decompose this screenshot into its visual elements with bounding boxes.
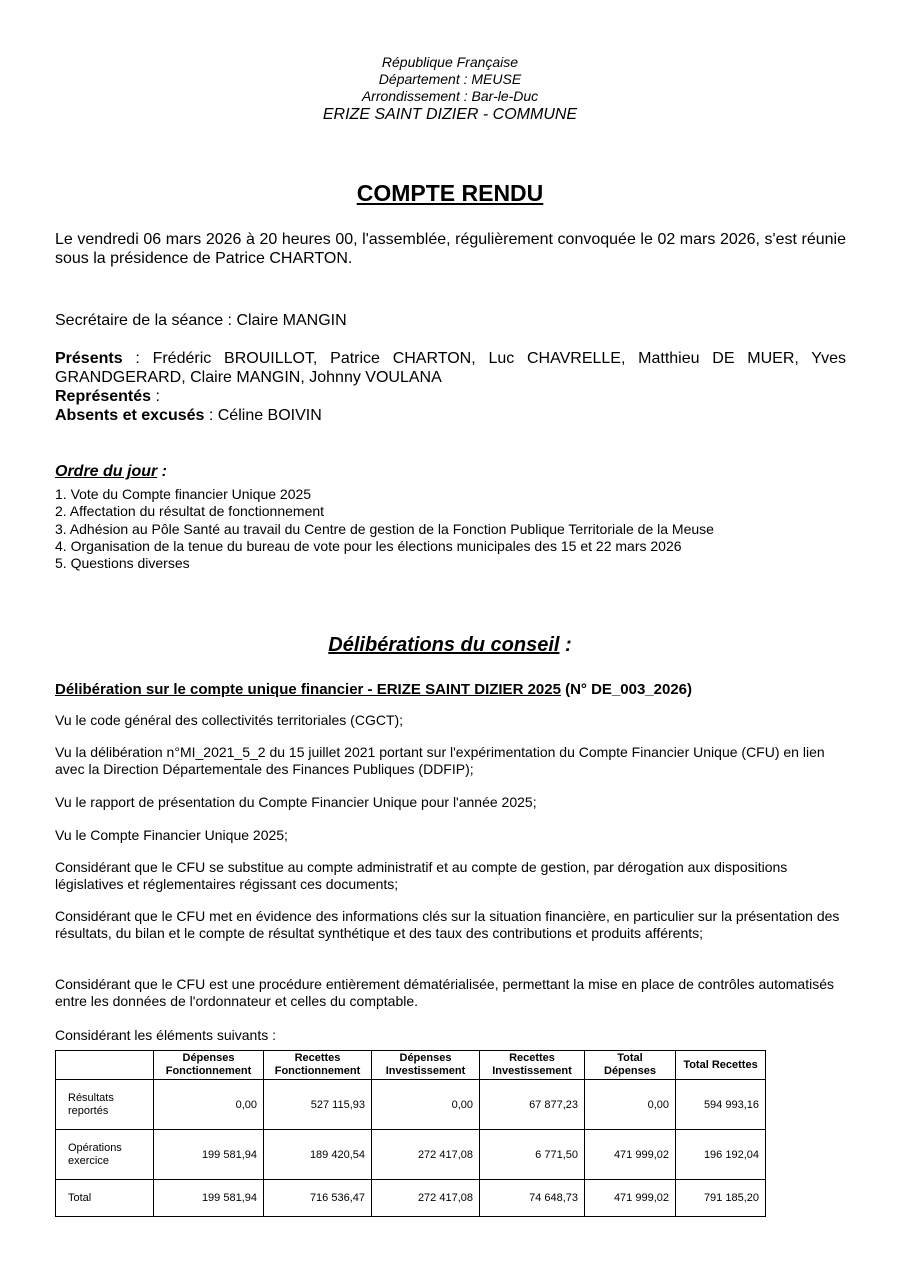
deliberation-heading bbox=[55, 680, 846, 700]
table-cell: 74 648,73 bbox=[480, 1180, 585, 1217]
table-header-cell: Dépenses Investissement bbox=[372, 1051, 480, 1080]
presents-line: Présents : Frédéric BROUILLOT, Patrice CHARTON, Luc CHAVRELLE, Matthieu DE MUER, Yves GRANDGERARD, Claire MANGIN, Johnny VOULANA bbox=[55, 350, 846, 386]
table-cell: 471 999,02 bbox=[585, 1180, 676, 1217]
ordre-du-jour-title-text: Ordre du jour bbox=[55, 463, 158, 480]
table-header-row bbox=[56, 1051, 766, 1080]
attendance-block bbox=[55, 349, 846, 425]
table-row bbox=[56, 1130, 766, 1180]
table-cell: 527 115,93 bbox=[264, 1080, 372, 1130]
page-title: COMPTE RENDU bbox=[356, 180, 544, 206]
list-item: 1. Vote du Compte financier Unique 2025 bbox=[55, 486, 312, 502]
table-cell: 471 999,02 bbox=[585, 1130, 676, 1180]
table-row-label: Total bbox=[56, 1180, 154, 1217]
table-cell: 0,00 bbox=[585, 1080, 676, 1130]
paragraph: Vu la délibération n°MI_2021_5_2 du 15 juillet 2021 portant sur l'expérimentation du Compte Financier Unique (CFU) en lien avec la Direction Départementale des Finances Publiques (DDFIP); bbox=[55, 744, 825, 777]
table-cell: 272 417,08 bbox=[372, 1130, 480, 1180]
representes-label: Représentés bbox=[55, 388, 152, 405]
table-cell: 791 185,20 bbox=[676, 1180, 766, 1217]
deliberations-title-text: Délibérations du conseil bbox=[328, 634, 560, 656]
table-header-cell: Total Dépenses bbox=[585, 1051, 676, 1080]
paragraph: Considérant que le CFU met en évidence des informations clés sur la situation financière, en particulier sur la présentation des résultats, du bilan et le compte de résultat synthétique et des taux des contributions et produits afférents; bbox=[55, 908, 840, 941]
document-header bbox=[0, 54, 900, 125]
absents-names: Céline BOIVIN bbox=[217, 407, 322, 424]
list-item: 5. Questions diverses bbox=[55, 555, 190, 572]
representes-line: Représentés : bbox=[55, 388, 160, 405]
table-row bbox=[56, 1180, 766, 1217]
table-cell: 199 581,94 bbox=[154, 1180, 264, 1217]
ordre-du-jour-list bbox=[55, 486, 846, 572]
deliberation-heading-main: Délibération sur le compte unique financier - ERIZE SAINT DIZIER 2025 bbox=[55, 681, 561, 698]
presents-names: Frédéric BROUILLOT, Patrice CHARTON, Luc CHAVRELLE, Matthieu DE MUER, Yves GRANDGERARD, Claire MANGIN, Johnny VOULANA bbox=[55, 350, 846, 386]
financial-table bbox=[55, 1050, 766, 1217]
paragraph: Considérant que le CFU est une procédure entièrement dématérialisée, permettant la mise en place de contrôles automatisés entre les données de l'ordonnateur et celles du comptable. bbox=[55, 976, 834, 1009]
table-cell: 0,00 bbox=[154, 1080, 264, 1130]
table-cell: 196 192,04 bbox=[676, 1130, 766, 1180]
header-republique: République Française bbox=[381, 54, 519, 70]
paragraph: Vu le Compte Financier Unique 2025; bbox=[55, 827, 288, 843]
list-item: 4. Organisation de la tenue du bureau de vote pour les élections municipales des 15 et 22 mars 2026 bbox=[55, 537, 682, 554]
table-header-cell: Recettes Fonctionnement bbox=[264, 1051, 372, 1080]
intro-paragraph: Le vendredi 06 mars 2026 à 20 heures 00, l'assemblée, régulièrement convoquée le 02 mars 2026, s'est réunie sous la présidence de Patrice CHARTON. bbox=[55, 231, 846, 267]
table-header-cell: Total Recettes bbox=[676, 1051, 766, 1080]
header-departement: Département : MEUSE bbox=[378, 71, 522, 87]
secretaire-line: Secrétaire de la séance : Claire MANGIN bbox=[55, 312, 347, 329]
header-arrondissement: Arrondissement : Bar-le-Duc bbox=[361, 88, 539, 104]
paragraph: Considérant les éléments suivants : bbox=[55, 1027, 276, 1043]
table-cell: 67 877,23 bbox=[480, 1080, 585, 1130]
table-cell: 6 771,50 bbox=[480, 1130, 585, 1180]
table-row-label: Résultats reportés bbox=[56, 1080, 154, 1130]
presents-label: Présents bbox=[55, 350, 123, 367]
table-header-cell: Recettes Investissement bbox=[480, 1051, 585, 1080]
deliberations-title: Délibérations du conseil : bbox=[328, 634, 572, 656]
table-cell: 272 417,08 bbox=[372, 1180, 480, 1217]
paragraph: Vu le rapport de présentation du Compte Financier Unique pour l'année 2025; bbox=[55, 794, 537, 810]
absents-line: Absents et excusés : Céline BOIVIN bbox=[55, 407, 322, 424]
table-header-cell: Dépenses Fonctionnement bbox=[154, 1051, 264, 1080]
list-item: 2. Affectation du résultat de fonctionnement bbox=[55, 503, 325, 520]
paragraph: Considérant que le CFU se substitue au compte administratif et au compte de gestion, par dérogation aux dispositions législatives et réglementaires régissant ces documents; bbox=[55, 859, 788, 892]
ordre-du-jour-title: Ordre du jour : bbox=[55, 463, 168, 480]
table-row bbox=[56, 1080, 766, 1130]
table-cell: 716 536,47 bbox=[264, 1180, 372, 1217]
table-row-label: Opérations exercice bbox=[56, 1130, 154, 1180]
table-cell: 189 420,54 bbox=[264, 1130, 372, 1180]
list-item: 3. Adhésion au Pôle Santé au travail du Centre de gestion de la Fonction Publique Territoriale de la Meuse bbox=[55, 520, 714, 537]
header-commune: ERIZE SAINT DIZIER - COMMUNE bbox=[322, 106, 578, 123]
table-header-cell bbox=[56, 1051, 154, 1080]
paragraph: Vu le code général des collectivités territoriales (CGCT); bbox=[55, 712, 404, 728]
table-cell: 0,00 bbox=[372, 1080, 480, 1130]
table-cell: 594 993,16 bbox=[676, 1080, 766, 1130]
table-cell: 199 581,94 bbox=[154, 1130, 264, 1180]
absents-label: Absents et excusés bbox=[55, 407, 205, 424]
deliberation-heading-ref: (N° DE_003_2026) bbox=[565, 681, 693, 698]
